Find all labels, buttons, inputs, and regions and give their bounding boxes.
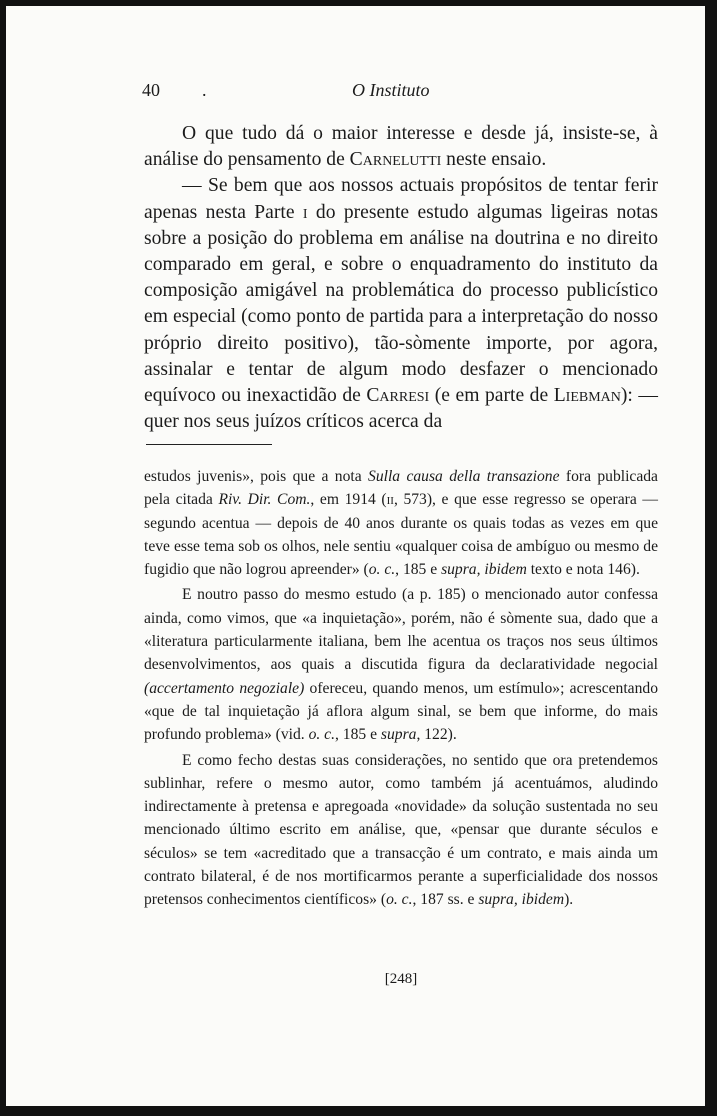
citation: (accertamento negoziale) xyxy=(144,679,305,697)
citation: Riv. Dir. Com. xyxy=(218,491,311,509)
text: ofereceu, quando menos, um estímulo»; acrescentando «que de tal inquietação já aflora algum sinal, se bem que informe, do mais profundo problema» (vid. xyxy=(144,679,658,744)
text: , em 1914 ( xyxy=(310,491,387,509)
running-title: O Instituto xyxy=(352,80,430,100)
text: — Se bem que aos nossos actuais propósitos de tentar ferir apenas nesta Parte xyxy=(144,175,658,223)
text: , 122). xyxy=(416,726,457,744)
text: neste ensaio. xyxy=(441,149,547,171)
footnote-3 xyxy=(144,749,658,912)
text: (e em parte de xyxy=(429,385,554,407)
citation: Sulla causa della transazione xyxy=(368,468,560,485)
folio-number: [248] xyxy=(384,971,418,987)
footnote-rule xyxy=(146,444,272,445)
text: , 573), e que esse regresso se operara — segundo acentua — depois de 40 anos durante os quais todas as vezes em que teve esse tema sob os olhos, nele sentiu «qualquer coisa de ambíguo ou mesmo de fugidio que não logrou apreender» ( xyxy=(144,491,658,579)
text: ). xyxy=(564,891,574,909)
header-dot: . xyxy=(202,80,207,100)
volume-numeral: ii xyxy=(386,491,394,509)
text: , 187 ss. e xyxy=(412,891,479,909)
book-page xyxy=(6,6,705,1106)
author-name: Carnelutti xyxy=(349,149,442,171)
footnote-2 xyxy=(144,583,658,746)
text: ): — quer nos seus juízos críticos acerca da xyxy=(144,385,659,433)
citation: supra, ibidem xyxy=(478,891,565,909)
text: fora publicada pela citada xyxy=(144,468,658,509)
citation: o. c. xyxy=(386,891,413,909)
footnote-1 xyxy=(144,465,658,581)
citation: o. c. xyxy=(368,561,396,579)
citation: o. c. xyxy=(308,726,335,744)
text: O que tudo dá o maior interesse e desde já, insiste-se, à análise do pensamento de xyxy=(144,123,658,171)
text: do presente estudo algumas ligeiras notas sobre a posição do problema em análise na doutrina e no direito comparado em geral, e sobre o enquadramento do instituto da composição amigável na problemática do processo publicístico em especial (como ponto de partida para a interpretação do nosso próprio direito positivo), tão-sòmente importe, por agora, assinalar e tentar de algum modo desfazer o mencionado equívoco ou inexactidão de xyxy=(144,201,658,407)
author-name: Carresi xyxy=(366,385,430,407)
text: texto e nota 146). xyxy=(526,561,640,579)
part-numeral: i xyxy=(302,201,308,223)
author-name: Liebman xyxy=(553,385,621,407)
citation: supra, ibidem xyxy=(441,561,527,579)
main-text xyxy=(144,121,658,435)
page-header xyxy=(142,80,662,106)
paragraph-2 xyxy=(144,173,658,435)
page-number: 40 xyxy=(142,80,160,100)
text: , 185 e xyxy=(395,561,442,579)
text: E noutro passo do mesmo estudo (a p. 185) o mencionado autor confessa ainda, como vimos, que «a inquietação», porém, não é sòmente sua, dado que a «literatura particularmente italiana, bem lhe acentua os traços nos seus últimos desenvolvimentos, aos quais a discutida figura da declaratividade negocial xyxy=(144,586,658,674)
footnotes xyxy=(144,465,658,912)
text: E como fecho destas suas considerações, no sentido que ora pretendemos sublinhar, refere o mesmo autor, como também já acentuámos, aludindo indirectamente à pretensa e apregoada «novidade» da solução sustentada no seu mencionado último escrito em análise, que, «pensar que durante séculos e séculos» se tem «acreditado que a transacção é um contrato, e mais ainda um contrato bilateral, é de nos mortificarmos perante a superficialidade dos nossos pretensos conhecimentos científicos» ( xyxy=(144,751,658,909)
text: estudos juvenis», pois que a nota xyxy=(144,468,369,485)
paragraph-1 xyxy=(144,121,658,173)
citation: supra xyxy=(380,726,417,744)
text: , 185 e xyxy=(335,726,381,744)
